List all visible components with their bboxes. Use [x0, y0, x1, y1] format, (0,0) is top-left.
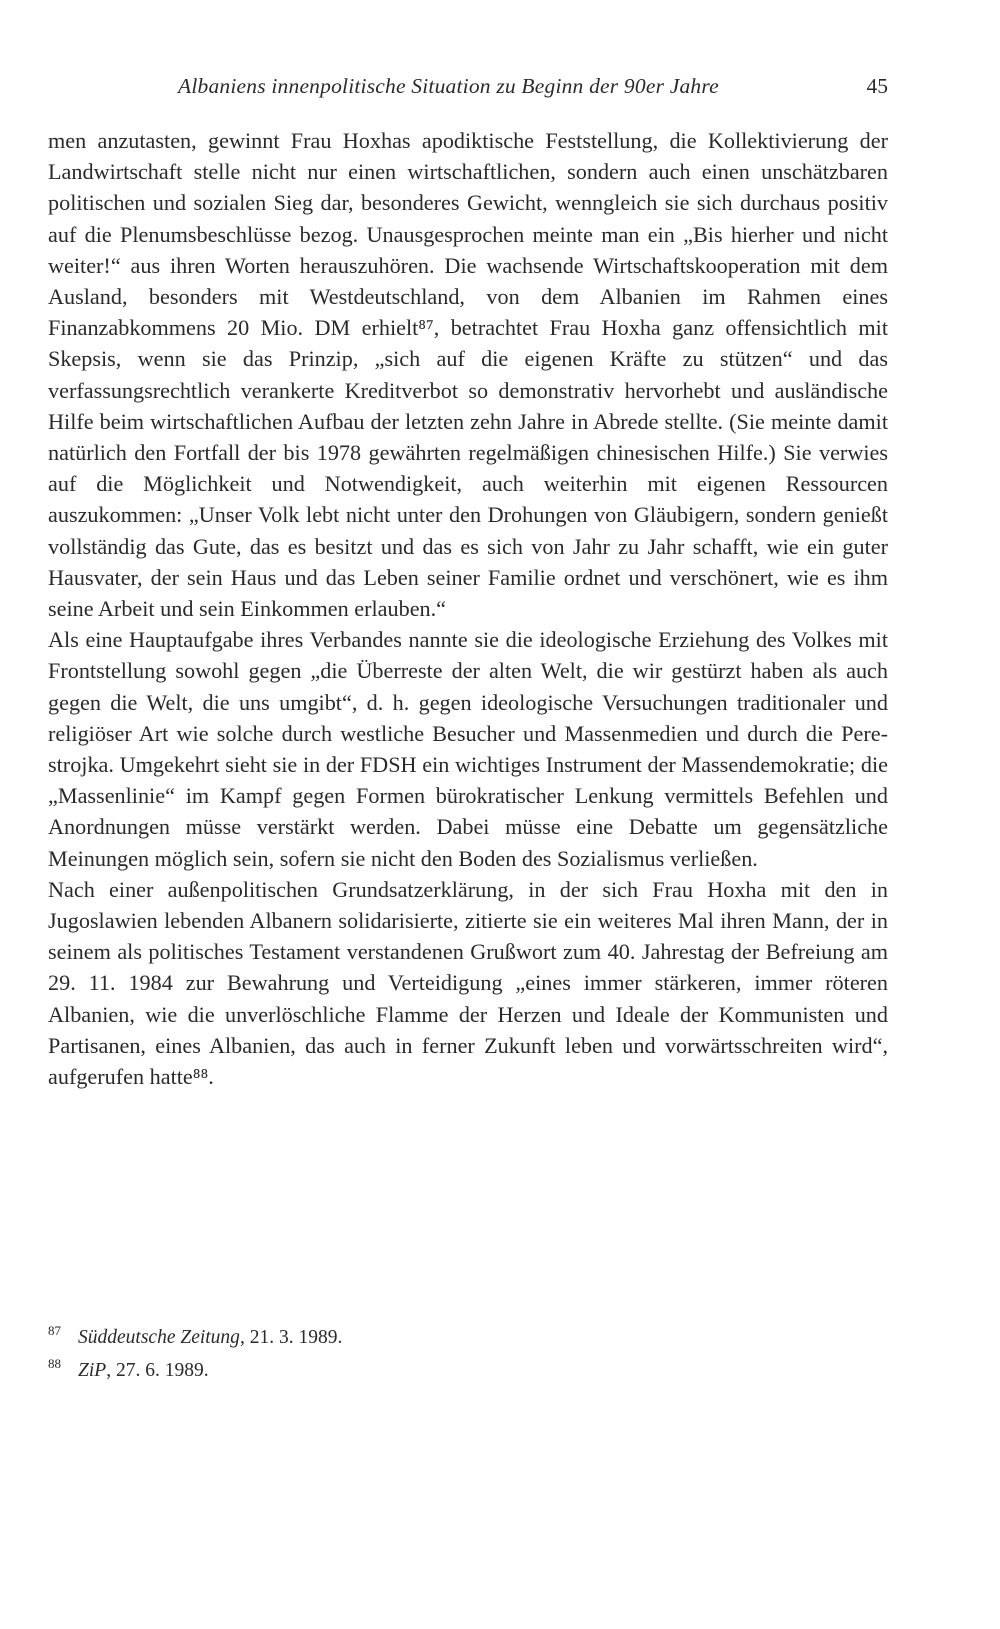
page-number: 45 [866, 74, 888, 98]
footnote-source: ZiP [78, 1360, 107, 1381]
footnote-source: Süddeutsche Zeitung [78, 1327, 240, 1348]
paragraph-2: Als eine Hauptaufgabe ihres Verbandes nannte sie die ideologische Erziehung des Volkes mit Frontstellung sowohl gegen „die Überreste der alten Welt, die wir gestürzt haben als auch gegen die Welt, die uns umgibt“, d. h. gegen ideologische Versuchungen traditionaler und religiöser Art wie solche durch westliche Besucher und Massenmedien und durch die Perestrojka. Umgekehrt sieht sie in der FDSH ein wichtiges Instrument der Massendemokratie; die „Massenlinie“ im Kampf gegen Formen bürokratischer Lenkung vermittels Befehlen und Anordnungen müsse verstärkt werden. Dabei müsse eine Debatte um gegensätzliche Meinungen möglich sein, sofern sie nicht den Boden des Sozialismus verließen. [48, 627, 888, 871]
footnote-88 [48, 1355, 888, 1388]
paragraph-1: men anzutasten, gewinnt Frau Hoxhas apodiktische Feststellung, die Kollektivierung der Landwirtschaft stelle nicht nur einen wirtschaftlichen, sondern auch einen unschätzbaren politischen und sozialen Sieg dar, besonderes Gewicht, wenngleich sie sich durchaus positiv auf die Plenumsbeschlüsse bezog. Unausgesprochen meinte man ein „Bis hierher und nicht weiter!“ aus ihren Worten herauszuhören. Die wachsende Wirtschaftskooperation mit dem Ausland, besonders mit Westdeutschland, von dem Albanien im Rahmen eines Finanzabkommens 20 Mio. DM erhielt⁸⁷, betrachtet Frau Hoxha ganz offensichtlich mit Skepsis, wenn sie das Prinzip, „sich auf die eigenen Kräfte zu stützen“ und das verfassungsrechtlich verankerte Kreditverbot so demonstrativ hervorhebt und ausländische Hilfe beim wirtschaftlichen Aufbau der letzten zehn Jahre in Abrede stellte. (Sie meinte damit natürlich den Fortfall der bis 1978 gewährten regelmäßigen chinesischen Hilfe.) Sie verwies auf die Möglichkeit und Notwendigkeit, auch weiterhin mit eigenen Ressourcen auszukommen: „Unser Volk lebt nicht unter den Drohungen von Gläubigern, sondern genießt vollständig das Gute, das es besitzt und das es sich von Jahr zu Jahr schafft, wie ein guter Hausvater, der sein Haus und das Leben seiner Familie ordnet und verschönert, wie es ihm seine Arbeit und sein Einkommen erlauben.“ [48, 128, 888, 622]
footnote-date: , 27. 6. 1989. [106, 1360, 209, 1381]
footnotes [48, 1322, 888, 1388]
footnote-date: , 21. 3. 1989. [239, 1327, 343, 1348]
footnote-87 [48, 1322, 888, 1355]
body-text [48, 125, 888, 1092]
footnote-number: 87 [48, 1323, 61, 1338]
paragraph-3: Nach einer außenpolitischen Grundsatzerklärung, in der sich Frau Hoxha mit den in Jugoslawien lebenden Albanern solidarisierte, zitierte sie ein weiteres Mal ihren Mann, der in seinem als politisches Testament verstandenen Grußwort zum 40. Jahrestag der Befreiung am 29. 11. 1984 zur Bewahrung und Verteidigung „eines immer stärkeren, immer röteren Albanien, wie die unverlöschliche Flamme der Herzen und Ideale der Kommunisten und Partisanen, eines Albanien, das auch in ferner Zukunft leben und vorwärtsschreiten wird“, aufgerufen hatte⁸⁸. [48, 876, 888, 1090]
running-title: Albaniens innenpolitische Situation zu Beginn der 90er Jahre [178, 74, 719, 98]
running-head [48, 74, 888, 108]
footnote-number: 88 [48, 1356, 61, 1371]
